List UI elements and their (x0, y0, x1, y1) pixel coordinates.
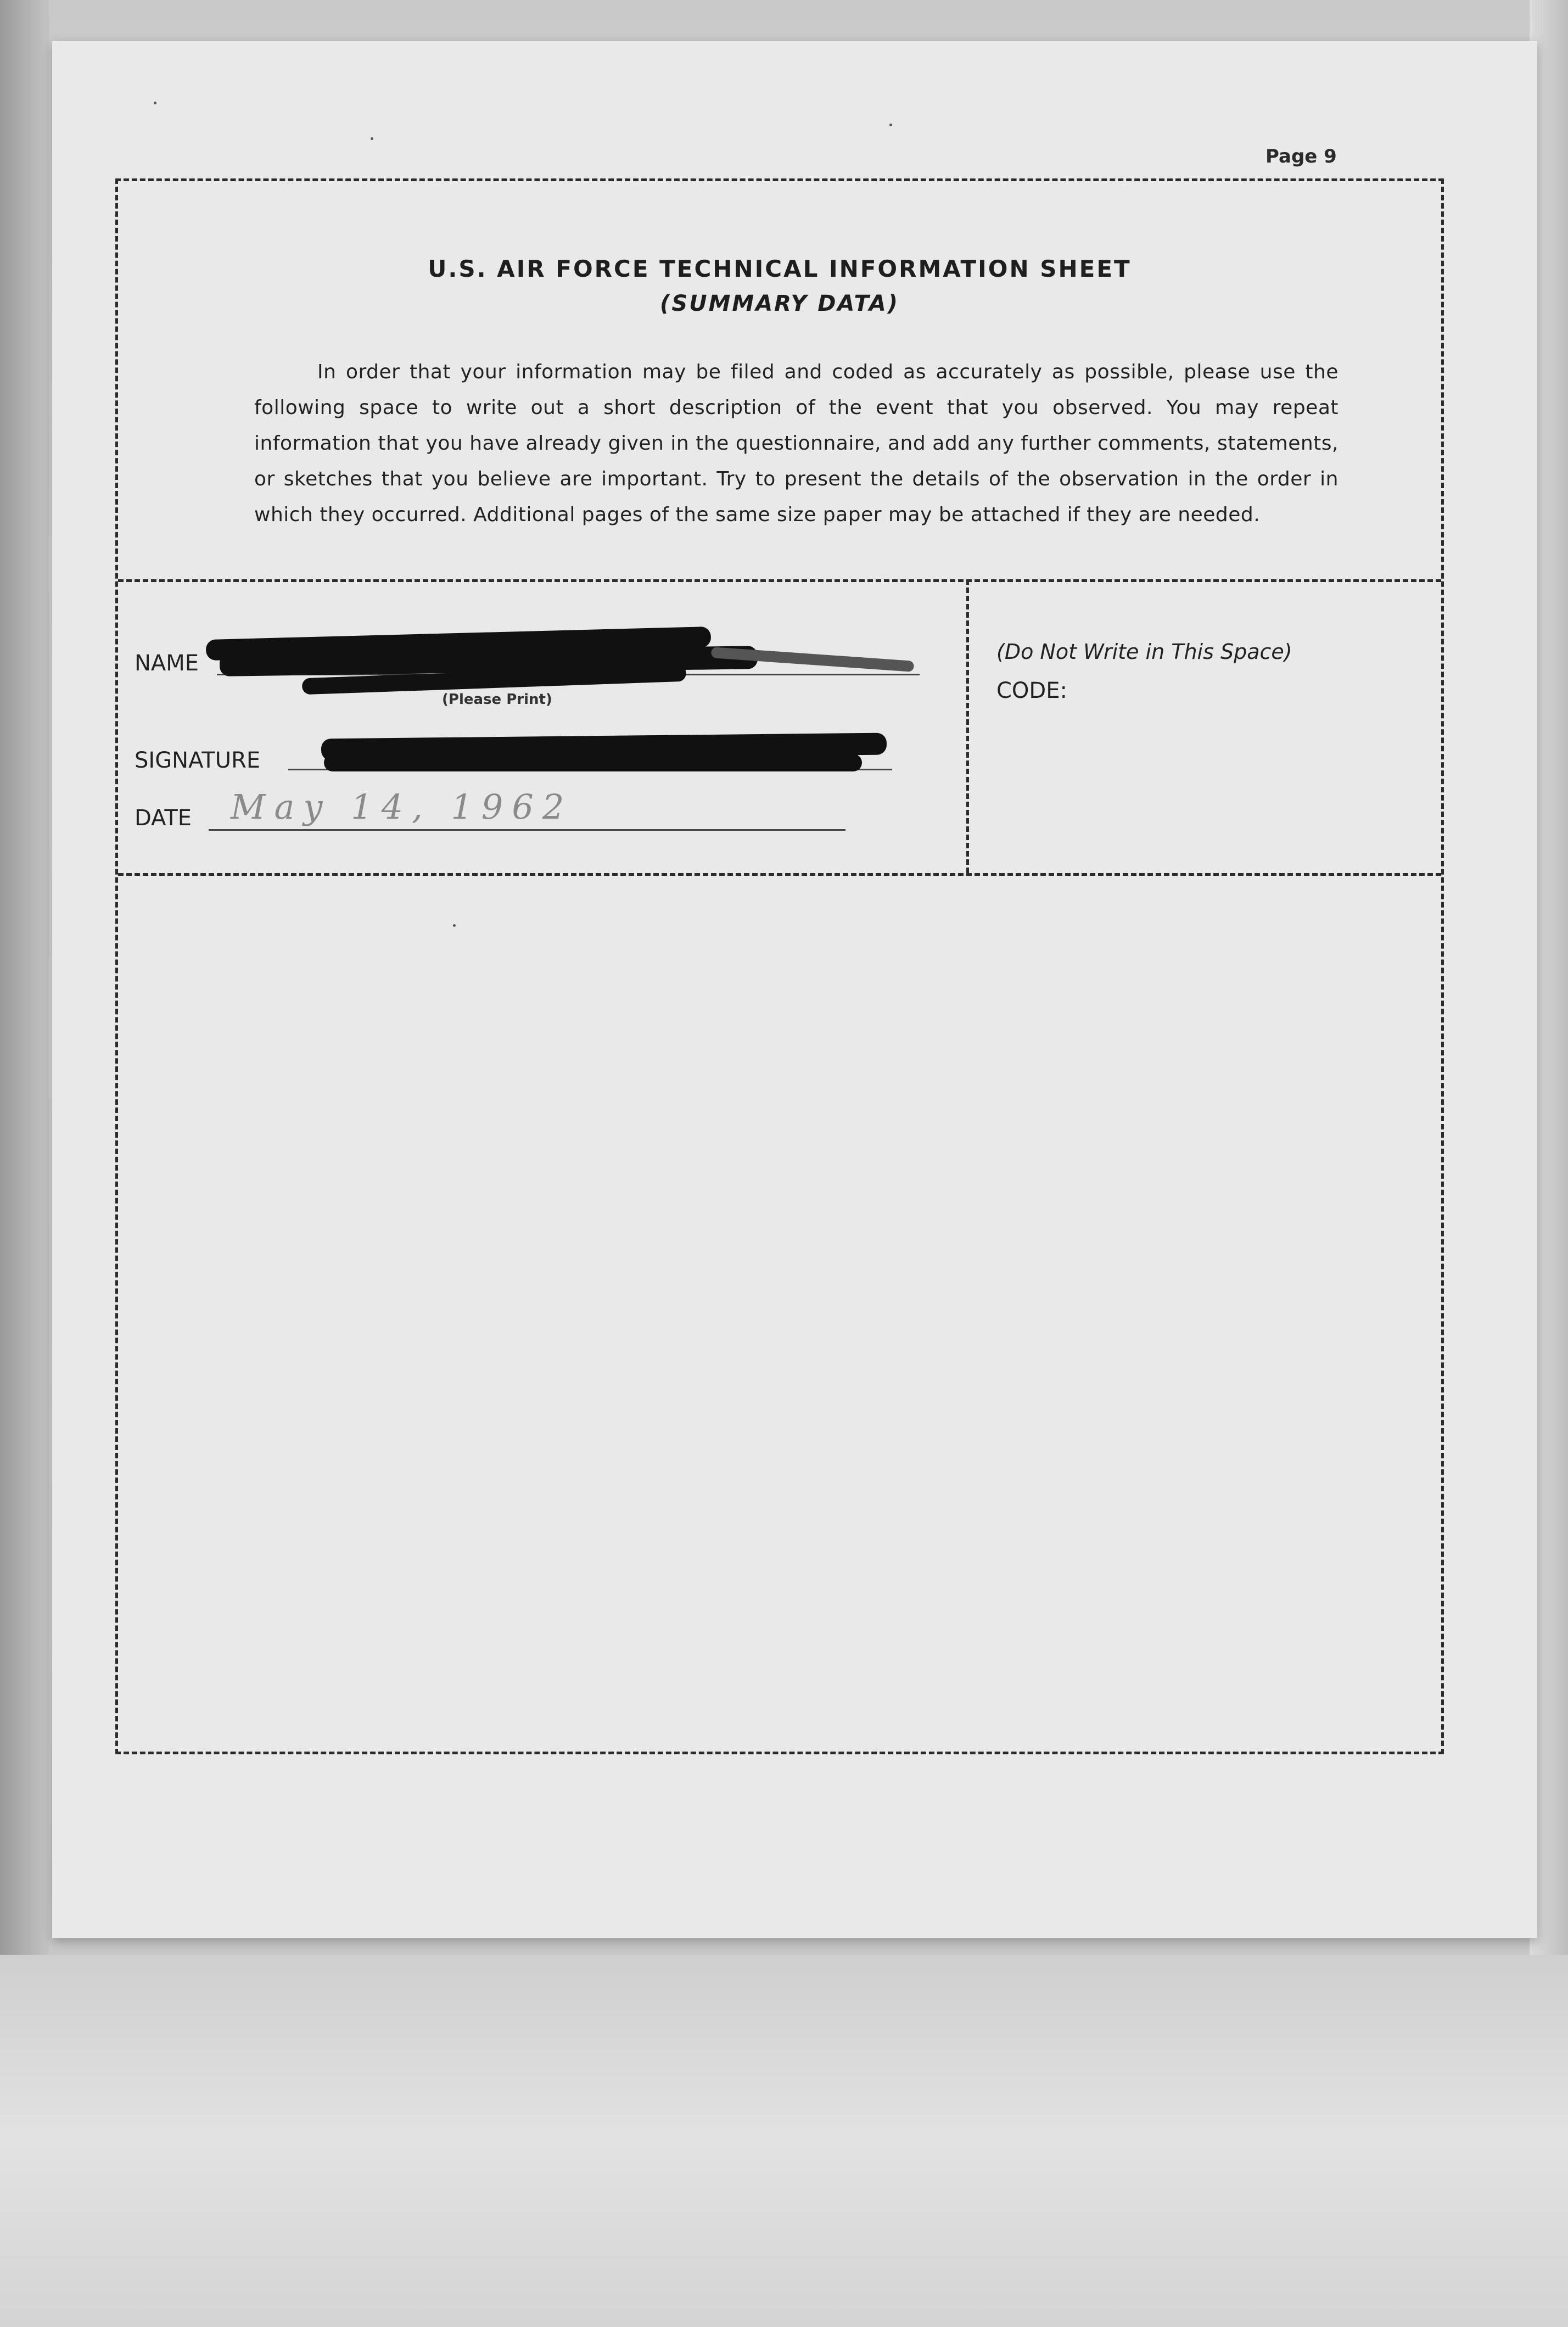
description-area (118, 876, 1441, 1752)
scanner-lower-area (0, 1955, 1568, 2327)
page-number: Page 9 (1265, 146, 1337, 167)
form-subtitle: (SUMMARY DATA) (660, 291, 899, 316)
dust-speck (371, 137, 373, 140)
name-label: NAME (135, 651, 199, 676)
technical-information-form (115, 178, 1444, 1754)
instructions-paragraph: In order that your information may be filed and coded as accurately as possible, please use the following space to write out a short description of the event that you observed. You may repeat information that you have already given in the questionnaire, and add any further comments, statements, or sketches that you believe are important. Try to present the details of the observation in the order in which they occurred. Additional pages of the same size paper may be attached if they are needed. (254, 361, 1339, 526)
dust-speck (154, 102, 156, 104)
print-hint: (Please Print) (442, 691, 552, 708)
signature-redaction (324, 754, 862, 771)
office-use-note: (Do Not Write in This Space) (996, 640, 1292, 664)
dust-speck (453, 924, 456, 927)
form-header (118, 181, 1441, 582)
form-title: U.S. AIR FORCE TECHNICAL INFORMATION SHEET (428, 255, 1132, 282)
date-line (209, 829, 845, 831)
document-page (52, 41, 1537, 1938)
dust-speck (889, 124, 892, 126)
column-divider (966, 579, 969, 873)
identification-section (118, 579, 1441, 876)
date-handwritten-value: May 14, 1962 (231, 787, 573, 827)
signature-label: SIGNATURE (135, 748, 261, 773)
date-label: DATE (135, 806, 192, 831)
code-label: CODE: (996, 678, 1067, 703)
